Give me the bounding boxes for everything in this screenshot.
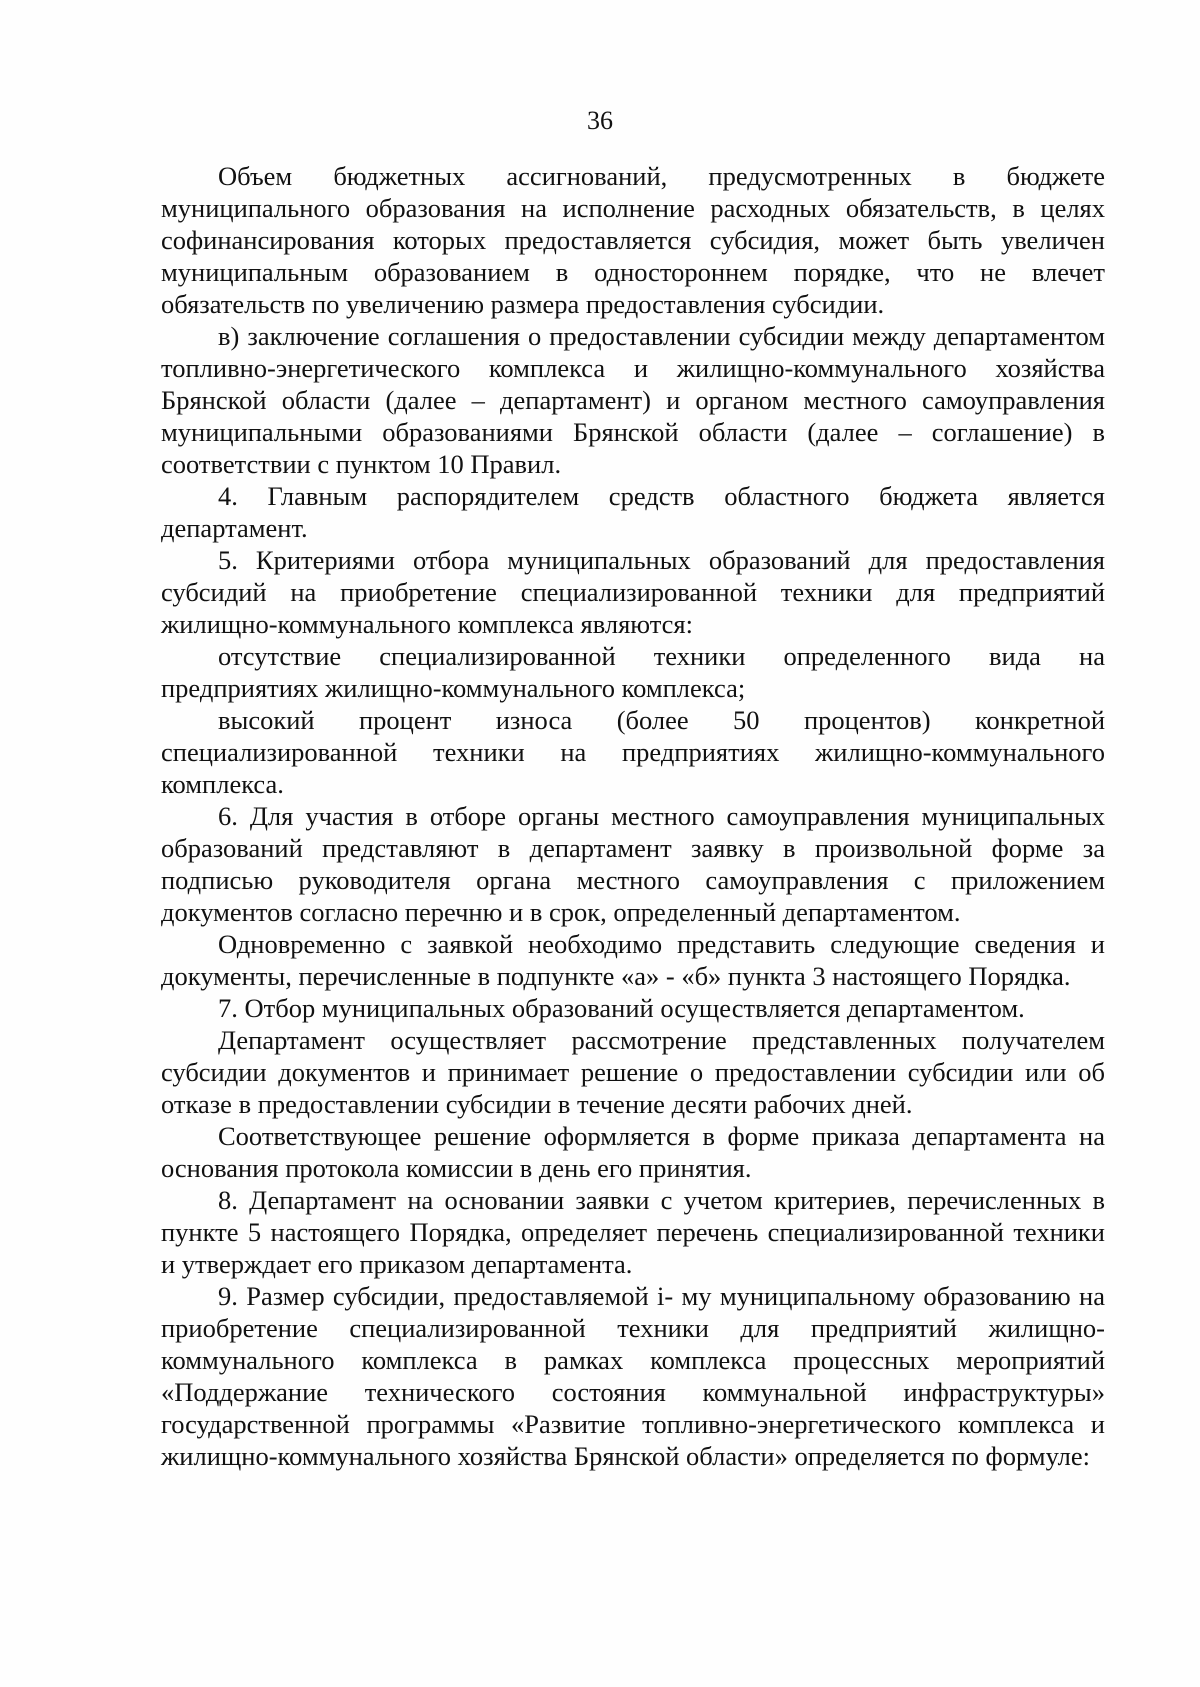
paragraph-criterion-wear: высокий процент износа (более 50 процентов) конкретной специализированной техники на предприятиях жилищно-коммунального комплекса. xyxy=(161,705,1105,799)
paragraph-item-7: 7. Отбор муниципальных образований осуществляется департаментом. xyxy=(218,993,1025,1023)
document-body xyxy=(161,160,1105,1472)
paragraph-review: Департамент осуществляет рассмотрение представленных получателем субсидии документов и принимает решение о предоставлении субсидии или об отказе в предоставлении субсидии в течение десяти рабочих дней. xyxy=(161,1025,1105,1119)
paragraph-agreement: в) заключение соглашения о предоставлении субсидии между департаментом топливно-энергетического комплекса и жилищно-коммунального хозяйства Брянской области (далее – департамент) и органом местного самоуправления муниципальными образованиями Брянской области (далее – соглашение) в соответствии с пунктом 10 Правил. xyxy=(161,321,1105,479)
paragraph-item-9: 9. Размер субсидии, предоставляемой i- му муниципальному образованию на приобретение специализированной техники для предприятий жилищно-коммунального комплекса в рамках комплекса процессных мероприятий «Поддержание технического состояния коммунальной инфраструктуры» государственной программы «Развитие топливно-энергетического комплекса и жилищно-коммунального хозяйства Брянской области» определяется по формуле: xyxy=(161,1281,1105,1471)
paragraph-criterion-absence: отсутствие специализированной техники определенного вида на предприятиях жилищно-коммунального комплекса; xyxy=(161,641,1105,703)
paragraph-budget-allocation: Объем бюджетных ассигнований, предусмотренных в бюджете муниципального образования на исполнение расходных обязательств, в целях софинансирования которых предоставляется субсидия, может быть увеличен муниципальным образованием в одностороннем порядке, что не влечет обязательств по увеличению размера предоставления субсидии. xyxy=(161,161,1105,319)
paragraph-item-4: 4. Главным распорядителем средств областного бюджета является департамент. xyxy=(161,481,1105,543)
paragraph-item-5: 5. Критериями отбора муниципальных образований для предоставления субсидий на приобретение специализированной техники для предприятий жилищно-коммунального комплекса являются: xyxy=(161,545,1105,639)
paragraph-item-6: 6. Для участия в отборе органы местного самоуправления муниципальных образований представляют в департамент заявку в произвольной форме за подписью руководителя органа местного самоуправления с приложением документов согласно перечню и в срок, определенный департаментом. xyxy=(161,801,1105,927)
page-number: 36 xyxy=(587,106,613,135)
paragraph-item-8: 8. Департамент на основании заявки с учетом критериев, перечисленных в пункте 5 настоящего Порядка, определяет перечень специализированной техники и утверждает его приказом департамента. xyxy=(161,1185,1105,1279)
paragraph-documents: Одновременно с заявкой необходимо представить следующие сведения и документы, перечисленные в подпункте «а» - «б» пункта 3 настоящего Порядка. xyxy=(161,929,1105,991)
paragraph-decision: Соответствующее решение оформляется в форме приказа департамента на основания протокола комиссии в день его принятия. xyxy=(161,1121,1105,1183)
